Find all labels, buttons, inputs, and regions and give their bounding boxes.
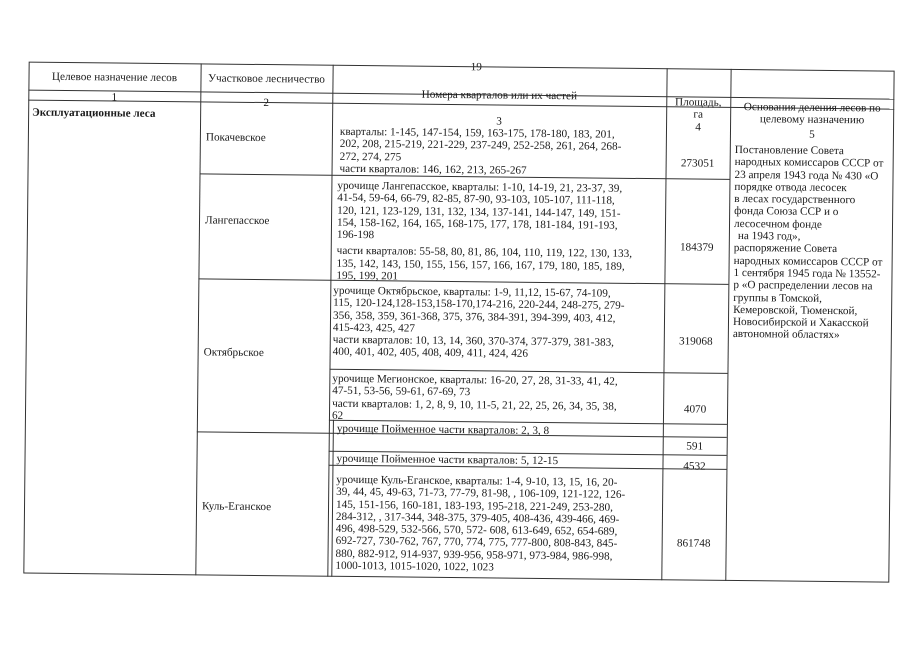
quarter-line: 154, 158-162, 164, 165, 168-175, 177, 178, 181-184, 191-193, — [336, 216, 618, 232]
quarter-line: 115, 120-124,128-153,158-170,174-216, 220-244, 248-275, 279- — [333, 297, 625, 313]
basis-line: 23 апреля 1943 года № 430 «О — [734, 168, 879, 183]
quarter-line: 692-727, 730-762, 767, 770, 774, 775, 777-800, 808-843, 845- — [335, 535, 618, 551]
basis-line: распоряжение Совета — [733, 242, 838, 256]
quarter-line: 496, 498-529, 532-566, 570, 572- 608, 613-649, 652, 654-689, — [335, 523, 618, 538]
header-quarters: Номера кварталов или их частей — [421, 88, 578, 103]
header-purpose: Целевое назначение лесов — [51, 70, 178, 85]
quarters-pokachevskoe — [340, 126, 662, 179]
quarter-line: части кварталов: 10, 13, 14, 360, 370-374, 377-379, 381-383, — [332, 333, 615, 349]
basis-line: фонда Союза ССР и о — [734, 205, 839, 219]
district-oktyabrskoe: Октябрьское — [203, 346, 264, 360]
basis-line: р «О распределении лесов на — [733, 279, 873, 293]
area-oktyabrskoe: 319068 — [678, 335, 713, 348]
column-number-1: 1 — [111, 91, 118, 104]
header-basis-2: целевому назначению — [759, 113, 865, 127]
quarters-poimennoe-1: урочище Пойменное части кварталов: 2, 3, 8 — [336, 422, 550, 438]
header-district: Участковое лесничество — [208, 72, 325, 86]
area-megion: 4070 — [683, 403, 707, 416]
basis-line: 1 сентября 1945 года № 13552- — [733, 266, 881, 281]
quarter-line: 415-423, 425, 427 — [332, 321, 416, 335]
basis-line: народных комиссаров СССР от — [733, 254, 883, 269]
quarter-line: урочище Лангепасское, кварталы: 1-10, 14-19, 21, 23-37, 39, — [337, 179, 623, 195]
quarter-line: урочище Мегионское, кварталы: 16-20, 27, 28, 31-33, 41, 42, — [332, 372, 618, 388]
purpose-label: Эксплуатационные леса — [32, 106, 156, 120]
header-basis-1: Основания деления лесов по — [743, 101, 881, 115]
area-langepasskoe: 184379 — [679, 241, 714, 254]
quarter-line: 62 — [331, 409, 344, 422]
basis-line: Новосибирской и Хакасской — [732, 316, 869, 330]
quarters-kul-eganskoe — [335, 474, 658, 576]
quarter-line: урочище Куль-Еганское, кварталы: 1-4, 9-10, 13, 15, 16, 20- — [336, 473, 618, 489]
basis-line: народных комиссаров СССР от — [734, 156, 884, 170]
basis-line: порядке отвода лесосек — [734, 180, 847, 195]
quarter-line: 196-198 — [336, 228, 375, 242]
quarter-line: 41-54, 59-64, 66-79, 82-85, 87-90, 93-103, 105-107, 111-118, — [337, 192, 615, 208]
area-poimennoe-2: 4532 — [683, 460, 706, 473]
quarter-line: 135, 142, 143, 150, 155, 156, 157, 166, 167, 179, 180, 185, 189, — [336, 257, 625, 273]
basis-line: группы в Томской, — [733, 291, 822, 305]
quarter-line: 400, 401, 402, 405, 408, 409, 411, 424, 426 — [332, 346, 529, 361]
basis-line: Постановление Совета — [734, 143, 844, 158]
quarter-line: 120, 121, 123-129, 131, 132, 134, 137-141, 144-147, 149, 151- — [337, 204, 621, 220]
district-kul-eganskoe: Куль-Еганское — [201, 500, 272, 514]
quarter-line: части кварталов: 146, 162, 213, 265-267 — [339, 162, 527, 177]
basis-line: лесосечном фонде — [733, 217, 822, 231]
column-number-4: 4 — [695, 121, 701, 134]
area-poimennoe-1: 591 — [686, 440, 704, 453]
quarter-line: кварталы: 1-145, 147-154, 159, 163-175, 178-180, 183, 201, — [339, 125, 615, 141]
column-number-5: 5 — [809, 128, 815, 141]
quarters-langepasskoe — [336, 180, 661, 286]
quarters-oktyabrskoe — [333, 285, 661, 362]
quarter-line: 284-312, , 317-344, 348-375, 379-405, 408-436, 439-466, 469- — [335, 510, 620, 526]
quarter-line: 47-51, 53-56, 59-61, 67-69, 73 — [332, 385, 471, 399]
quarter-line: 1000-1013, 1015-1020, 1022, 1023 — [335, 559, 494, 574]
quarter-line: части кварталов: 1, 2, 8, 9, 10, 11-5, 21, 22, 25, 26, 34, 35, 38, — [332, 397, 617, 413]
basis-line: на 1943 год», — [737, 230, 801, 243]
basis-line: Кемеровской, Тюменской, — [733, 303, 858, 318]
quarter-line: части кварталов: 55-58, 80, 81, 86, 104, 110, 119, 122, 130, 133, — [336, 245, 633, 261]
column-number-2: 2 — [263, 97, 270, 110]
column-number-3: 3 — [496, 115, 502, 128]
quarter-line: урочище Октябрьское, кварталы: 1-9, 11,12, 15-67, 74-109, — [333, 284, 611, 300]
area-pokachevskoe: 273051 — [680, 157, 715, 170]
page-number: 19 — [470, 61, 482, 74]
basis-line: автономной областях» — [732, 328, 840, 342]
header-area-1: Площадь, — [675, 96, 722, 109]
quarters-poimennoe-2: урочище Пойменное части кварталов: 5, 12-15 — [336, 452, 559, 468]
district-pokachevskoe: Покачевское — [205, 131, 266, 145]
area-kul-eganskoe: 861748 — [676, 537, 711, 550]
quarter-line: 145, 151-156, 160-181, 183-193, 195-218, 221-249, 253-280, — [335, 498, 613, 514]
basis-line: в лесах государственного — [734, 193, 856, 207]
quarter-line: 202, 208, 215-219, 221-229, 237-249, 252-258, 261, 264, 268- — [339, 138, 622, 154]
quarters-megion — [332, 373, 659, 426]
header-area-2: га — [693, 108, 704, 121]
quarter-line: 880, 882-912, 914-937, 939-956, 958-971, 973-984, 986-998, — [335, 547, 613, 563]
basis-text — [733, 144, 893, 342]
quarter-line: 195, 199, 201 — [336, 269, 399, 283]
quarter-line: 356, 358, 359, 361-368, 375, 376, 384-391, 394-399, 403, 412, — [332, 309, 616, 325]
quarter-line: 272, 274, 275 — [339, 150, 402, 164]
district-langepasskoe: Лангепасское — [204, 214, 270, 228]
quarter-line: 39, 44, 45, 49-63, 71-73, 77-79, 81-98, , 106-109, 121-122, 126- — [336, 486, 626, 502]
